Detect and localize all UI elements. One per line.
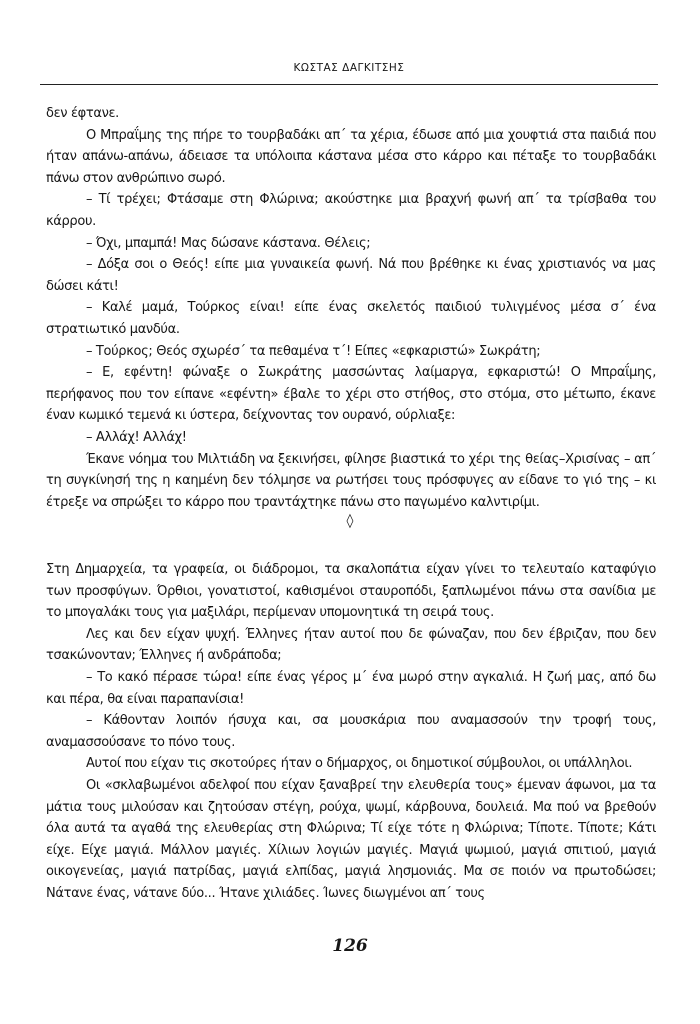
paragraph: – Κάθονταν λοιπόν ήσυχα και, σα μουσκάρια που αναμασσούν την τροφή τους, αναμασσούσανε το πόνο τους. bbox=[46, 713, 656, 750]
running-header: ΚΩΣΤΑΣ ΔΑΓΚΙΤΣΗΣ bbox=[293, 62, 405, 74]
paragraph: – Δόξα σοι ο Θεός! είπε μια γυναικεία φωνή. Νά που βρέθηκε κι ένας χριστιανός να μας δώσει κάτι! bbox=[46, 257, 656, 294]
paragraph: Έκανε νόημα του Μιλτιάδη να ξεκινήσει, φίλησε βιαστικά το χέρι της θείας–Χρισίνας – απ΄ τη συγκίνησή της η καημένη δεν τόλμησε να ρωτήσει τους πρόσφυγες αν είδανε το γιό της – κι έτρεξε να σπρώξει το κάρρο που τραντάχτηκε πάνω στο παγωμένο καλντιρίμι. bbox=[46, 451, 656, 510]
paragraph: – Καλέ μαμά, Τούρκος είναι! είπε ένας σκελετός παιδιού τυλιγμένος μέσα σ΄ ένα στρατιωτικό μανδύα. bbox=[46, 300, 656, 337]
paragraph: – Το κακό πέρασε τώρα! είπε ένας γέρος μ΄ ένα μωρό στην αγκαλιά. Η ζωή μας, από δω και πέρα, θα είναι παραπανίσια! bbox=[46, 669, 656, 707]
paragraph: Στη Δημαρχεία, τα γραφεία, οι διάδρομοι, τα σκαλοπάτια είχαν γίνει το τελευταίο καταφύγιο των προσφύγων. Όρθιοι, γονατιστοί, καθισμένοι σταυροπόδι, ξαπλωμένοι πάνω στα σανίδια με το μπογαλάκι τους για μαξιλάρι, περίμεναν υπομονητικά τη σειρά τους. bbox=[46, 562, 656, 621]
paragraph: Ο Μπραΐμης της πήρε το τουρβαδάκι απ΄ τα χέρια, έδωσε από μια χουφτιά στα παιδιά που ήταν απάνω-απάνω, άδειασε τα υπόλοιπα κάστανα μέσα στο κάρρο και πέταξε το τουρβαδάκι πάνω στον ανθρώπινο σωρό. bbox=[46, 127, 656, 186]
paragraph: Αυτοί που είχαν τις σκοτούρες ήταν ο δήμαρχος, οι δημοτικοί σύμβουλοι, οι υπάλληλοι. bbox=[86, 756, 633, 772]
text-section-1 bbox=[46, 103, 656, 513]
paragraph: Οι «σκλαβωμένοι αδελφοί που είχαν ξαναβρεί την ελευθερία τους» έμεναν άφωνοι, μα τα μάτια τους μιλούσαν και ζητούσαν στέγη, ρούχα, ψωμί, κάρβουνα, δουλειά. Μα πού να βρεθούν όλα αυτά τα αγαθά της ελευθερίας στη Φλώρινα; Τί είχε τότε η Φλώρινα; Τίποτε. Τίποτε; Κάτι είχε. Είχε μαγιά. Μάλλον μαγιές. Χίλιων λογιών μαγιές. Μαγιά ψωμιού, μαγιά σπιτιού, μαγιά οικογενείας, μαγιά πατρίδας, μαγιά ελπίδας, μαγιά λησμονιάς. Μα σε ποιόν να πρωτοδώσει; Νάτανε ένας, νάτανε δύο... Ήτανε χιλιάδες. Ίωνες διωγμένοι απ΄ τους bbox=[46, 777, 656, 901]
paragraph: – Ε, εφέντη! φώναξε ο Σωκράτης μασσώντας λαίμαργα, εφκαριστώ! Ο Μπραΐμης, περήφανος που τον είπανε «εφέντη» έβαλε το χέρι στο στήθος, στο στόμα, στο μέτωπο, έκανε έναν κωμικό τεμενά κι ύστερα, δείχνοντας τον ουρανό, ούρλιαξε: bbox=[46, 365, 656, 424]
paragraph: Λες και δεν είχαν ψυχή. Έλληνες ήταν αυτοί που δε φώναζαν, που δεν έβριζαν, που δεν τσακώνονταν; Έλληνες ή ανδράποδα; bbox=[46, 626, 656, 664]
paragraph: – Τούρκος; Θεός σχωρέσ΄ τα πεθαμένα τ΄! Είπες «εφκαριστώ» Σωκράτη; bbox=[86, 343, 541, 359]
paragraph: – Όχι, μπαμπά! Μας δώσανε κάστανα. Θέλεις; bbox=[86, 235, 371, 251]
header-rule bbox=[40, 84, 658, 85]
paragraph: – Αλλάχ! Αλλάχ! bbox=[86, 429, 187, 445]
page-number: 126 bbox=[332, 936, 368, 956]
section-divider: ◊ bbox=[346, 513, 354, 529]
paragraph: δεν έφτανε. bbox=[46, 106, 119, 121]
paragraph: – Τί τρέχει; Φτάσαμε στη Φλώρινα; ακούστηκε μια βραχνή φωνή απ΄ τα τρίσβαθα του κάρρου. bbox=[46, 192, 656, 229]
text-section-2 bbox=[46, 559, 656, 905]
